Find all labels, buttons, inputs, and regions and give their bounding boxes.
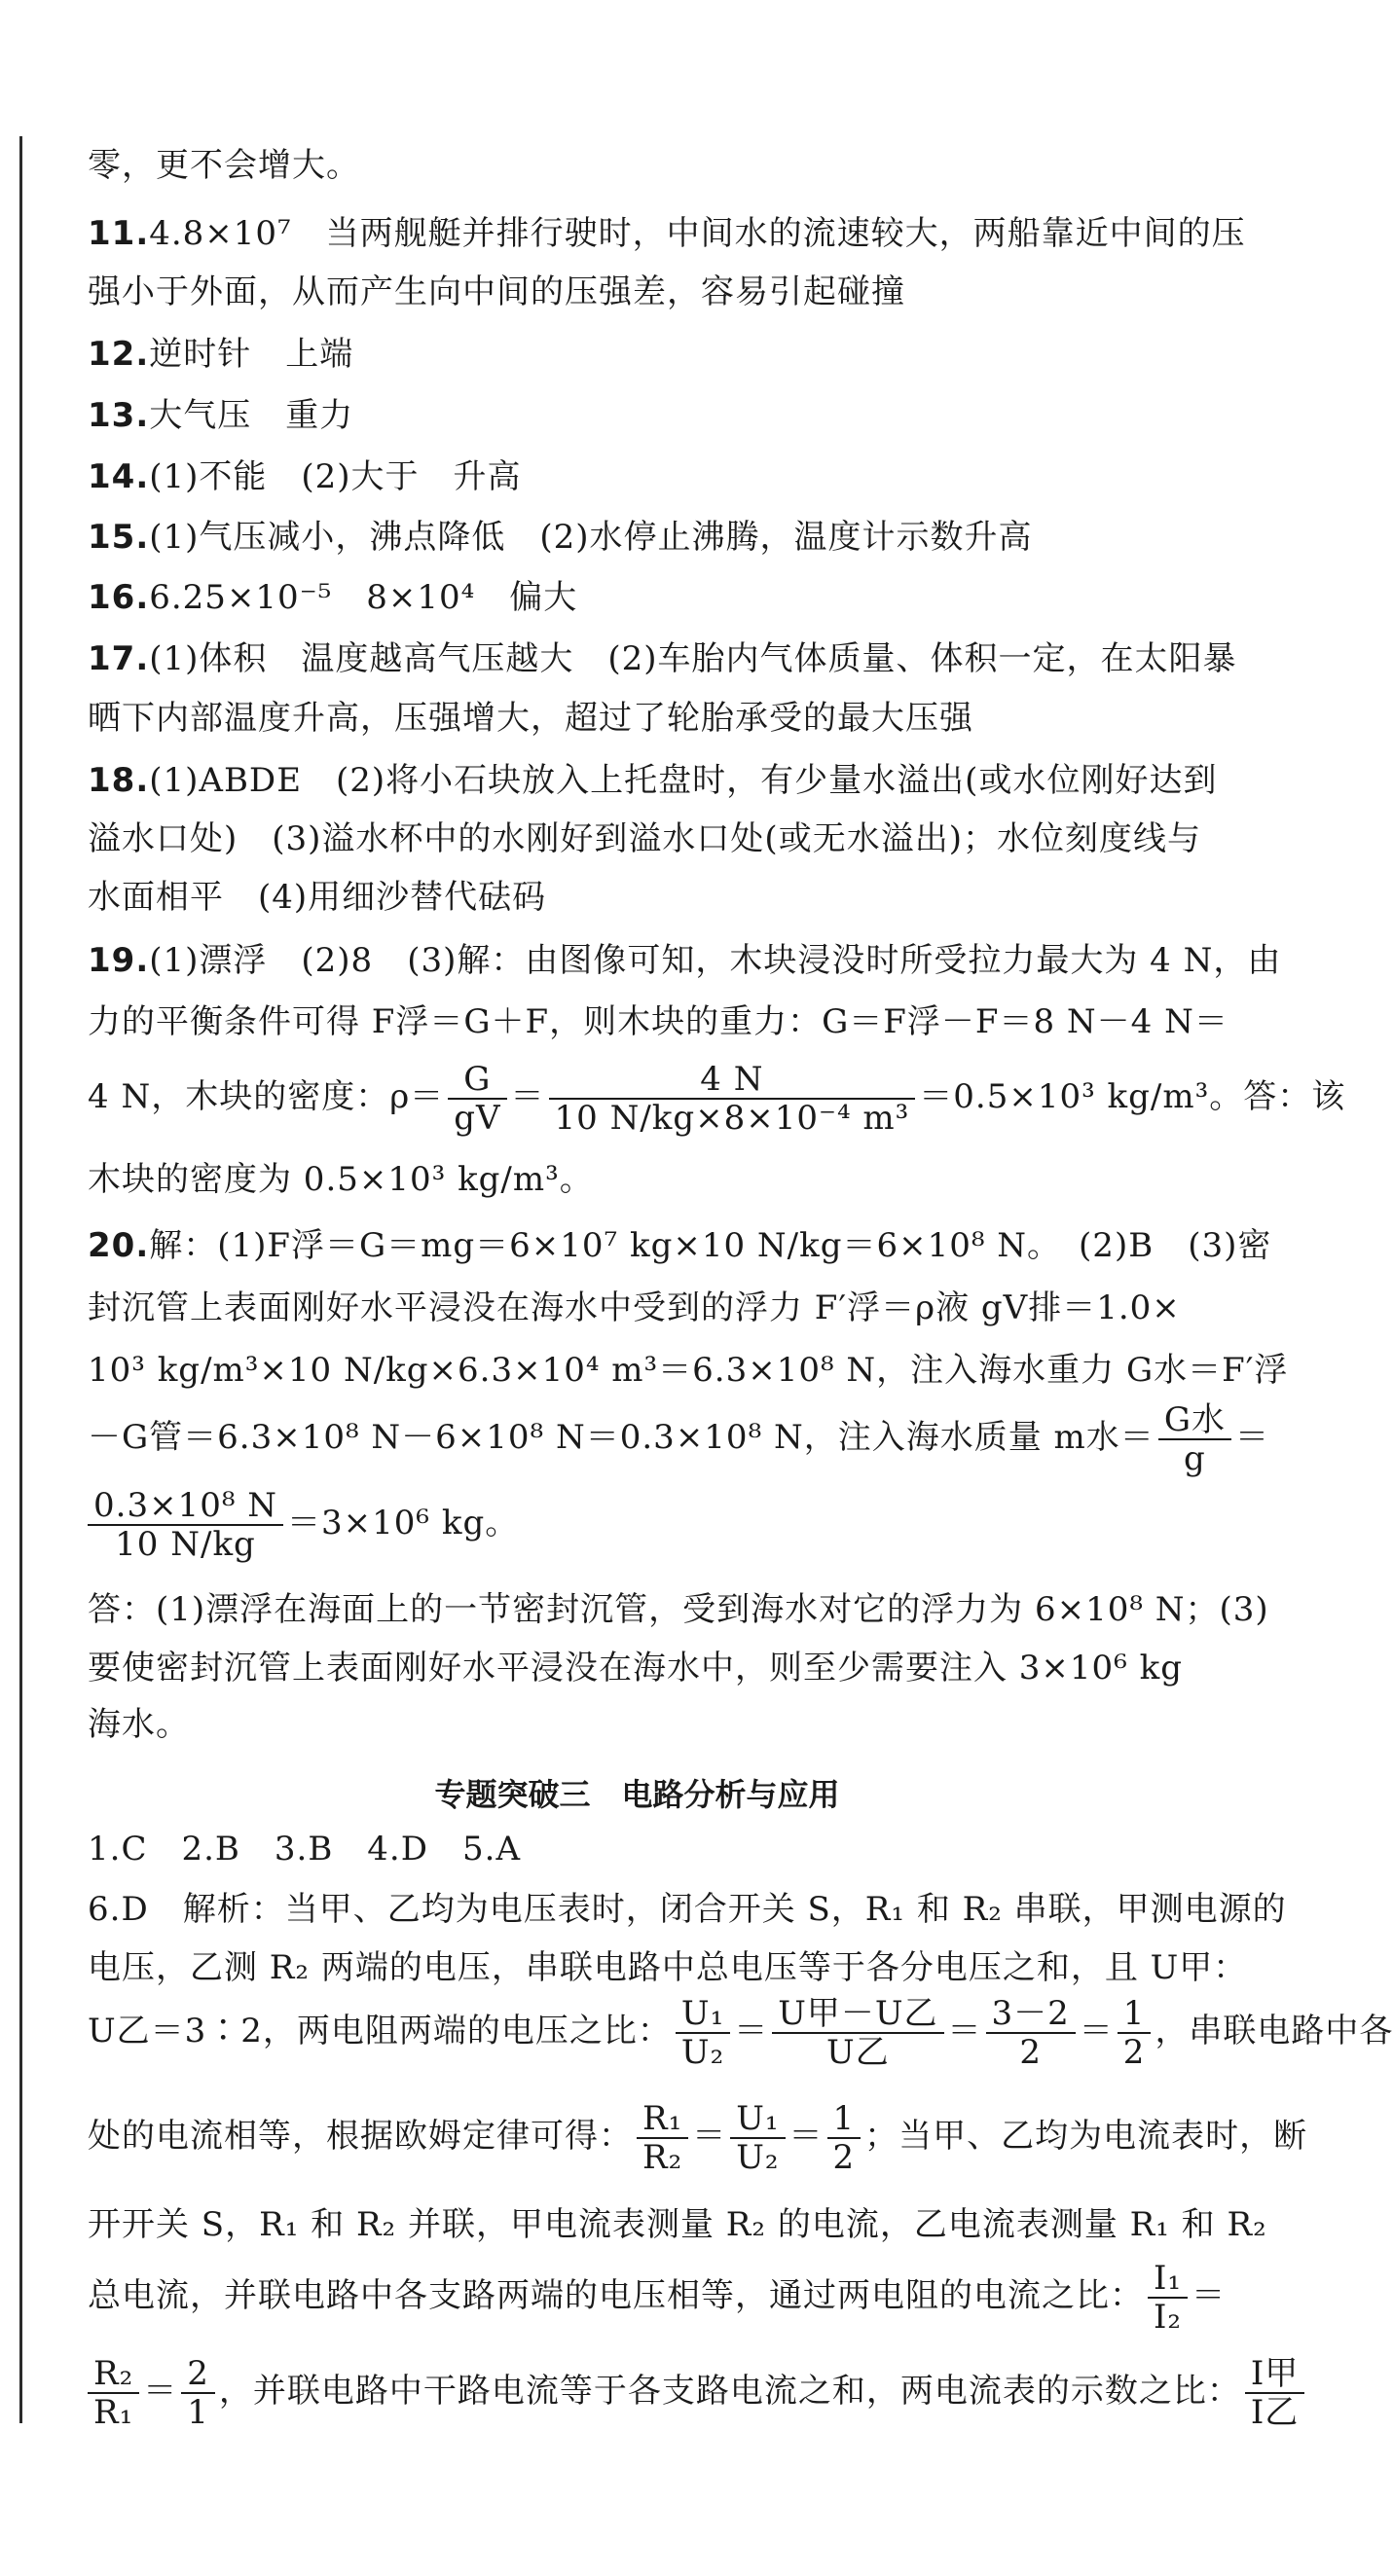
fraction: $\frac{1}{2}$	[827, 2100, 861, 2176]
fraction: $\frac{\text{U₁}}{\text{U₂}}$	[730, 2100, 785, 2176]
fraction: $\frac{\text{I甲}}{\text{I乙}}$	[1245, 2355, 1304, 2431]
formula-line: $\frac{\text{R₂}}{\text{R₁}}$ ＝ $\frac{2}{1}$ ，并联电路中干路电流等于各支路电流之和，两电流表的示数之比： $\frac{\text{I甲}}{\text{I乙}}$	[88, 2355, 1197, 2431]
item-number: 13.	[88, 396, 150, 435]
answer-18: 18.(1)ABDE (2)将小石块放入上托盘时，有少量水溢出(或水位刚好达到	[88, 761, 1218, 800]
margin-rule	[19, 136, 22, 2423]
fraction: $\frac{\text{I₁}}{\text{I₂}}$	[1148, 2260, 1188, 2336]
answer-16: 16.6.25×10⁻⁵ 8×10⁴ 偏大	[88, 578, 578, 617]
formula-line: $\frac{\text{0.3×10⁸ N}}{10 N/kg}$ ＝3×10⁶ kg。	[88, 1487, 1197, 1563]
item-number: 16.	[88, 578, 150, 617]
answer-15: 15.(1)气压减小，沸点降低 (2)水停止沸腾，温度计示数升高	[88, 518, 1033, 557]
text-line: 水面相平 (4)用细沙替代砝码	[88, 878, 547, 917]
fraction: $\frac{1}{2}$	[1118, 1995, 1152, 2071]
fraction: $\frac{2}{1}$	[181, 2355, 215, 2431]
text-line: 木块的密度为 0.5×10³ kg/m³。	[88, 1160, 594, 1199]
answer-14: 14.(1)不能 (2)大于 升高	[88, 457, 522, 496]
fraction: $\frac{\text{U甲－U乙}}{\text{U乙}}$	[772, 1995, 943, 2071]
text-line: 海水。	[88, 1705, 190, 1744]
answer-13: 13.大气压 重力	[88, 396, 354, 435]
formula-line: 4 N，木块的密度：ρ＝ $\frac{G}{gV}$ ＝ $\frac{4 N}{\text{10 N/kg×8×10⁻⁴ m³}}$ ＝0.5×10³ kg/m³。答：该	[88, 1060, 1346, 1138]
item-number: 12.	[88, 335, 150, 374]
item-number: 11.	[88, 214, 150, 253]
fraction: $\frac{\text{0.3×10⁸ N}}{10 N/kg}$	[88, 1487, 283, 1563]
answer-17: 17.(1)体积 温度越高气压越大 (2)车胎内气体质量、体积一定，在太阳暴	[88, 639, 1237, 678]
fraction: $\frac{\text{R₂}}{\text{R₁}}$	[88, 2355, 139, 2431]
answer-20: 20.解：(1)F浮＝G＝mg＝6×10⁷ kg×10 N/kg＝6×10⁸ N。 (2)B (3)密	[88, 1226, 1272, 1265]
fraction: $\frac{4 N}{\text{10 N/kg×8×10⁻⁴ m³}}$	[549, 1061, 916, 1137]
item-number: 17.	[88, 639, 150, 678]
answer-19: 19.(1)漂浮 (2)8 (3)解：由图像可知，木块浸没时所受拉力最大为 4 N，由	[88, 941, 1282, 980]
item-number: 14.	[88, 457, 150, 496]
formula-line: U乙＝3∶2，两电阻两端的电压之比： $\frac{\text{U₁}}{\text{U₂}}$ ＝ $\frac{\text{U甲－U乙}}{\text{U乙}}$ ＝ $\frac{3-2}{2}$ ＝ $\frac{1}{2}$ ，串联电路中各	[88, 1994, 1393, 2072]
item-number: 18.	[88, 761, 150, 800]
formula-line: －G管＝6.3×10⁸ N－6×10⁸ N＝0.3×10⁸ N，注入海水质量 m水＝ $\frac{\text{G水}}{g}$ ＝	[88, 1400, 1269, 1478]
answer-1-5: 1.C 2.B 3.B 4.D 5.A	[88, 1830, 521, 1869]
answer-6: 6.D 解析：当甲、乙均为电压表时，闭合开关 S，R₁ 和 R₂ 串联，甲测电源的	[88, 1890, 1287, 1929]
fraction: $\frac{\text{U₁}}{\text{U₂}}$	[676, 1995, 730, 2071]
item-number: 19.	[88, 941, 150, 980]
text-line: 溢水口处) (3)溢水杯中的水刚好到溢水口处(或无水溢出)；水位刻度线与	[88, 819, 1201, 858]
text-line: 强小于外面，从而产生向中间的压强差，容易引起碰撞	[88, 272, 905, 311]
formula-line: 处的电流相等，根据欧姆定律可得： $\frac{\text{R₁}}{\text{R₂}}$ ＝ $\frac{\text{U₁}}{\text{U₂}}$ ＝ $\frac{1}{2}$ ；当甲、乙均为电流表时，断	[88, 2099, 1308, 2177]
formula-line: 总电流，并联电路中各支路两端的电压相等，通过两电阻的电流之比： $\frac{\text{I₁}}{\text{I₂}}$ ＝	[88, 2259, 1227, 2337]
text-line: 开开关 S，R₁ 和 R₂ 并联，甲电流表测量 R₂ 的电流，乙电流表测量 R₁ 和 R₂	[88, 2205, 1267, 2244]
text-line: 10³ kg/m³×10 N/kg×6.3×10⁴ m³＝6.3×10⁸ N，注入海水重力 G水＝F′浮	[88, 1351, 1289, 1390]
answer-12: 12.逆时针 上端	[88, 335, 354, 374]
item-number: 15.	[88, 518, 150, 557]
text-line: 晒下内部温度升高，压强增大，超过了轮胎承受的最大压强	[88, 699, 973, 738]
answer-11: 11.4.8×10⁷ 当两舰艇并排行驶时，中间水的流速较大，两船靠近中间的压	[88, 214, 1246, 253]
text-line: 零，更不会增大。	[88, 146, 360, 185]
fraction: $\frac{\text{R₁}}{\text{R₂}}$	[637, 2100, 688, 2176]
fraction: $\frac{3-2}{2}$	[986, 1995, 1076, 2071]
fraction: $\frac{G}{gV}$	[448, 1061, 506, 1137]
fraction: $\frac{\text{G水}}{g}$	[1158, 1401, 1231, 1477]
text-line: 封沉管上表面刚好水平浸没在海水中受到的浮力 F′浮＝ρ液 gV排＝1.0×	[88, 1288, 1181, 1327]
text-line: 力的平衡条件可得 F浮＝G＋F，则木块的重力：G＝F浮－F＝8 N－4 N＝	[88, 1002, 1228, 1041]
item-number: 20.	[88, 1226, 150, 1265]
text-line: 要使密封沉管上表面刚好水平浸没在海水中，则至少需要注入 3×10⁶ kg	[88, 1649, 1183, 1687]
text-line: 电压，乙测 R₂ 两端的电压，串联电路中总电压等于各分电压之和，且 U甲：	[88, 1948, 1248, 1987]
section-heading: 专题突破三 电路分析与应用	[434, 1776, 840, 1813]
text-line: 答：(1)漂浮在海面上的一节密封沉管，受到海水对它的浮力为 6×10⁸ N；(3)	[88, 1590, 1269, 1629]
